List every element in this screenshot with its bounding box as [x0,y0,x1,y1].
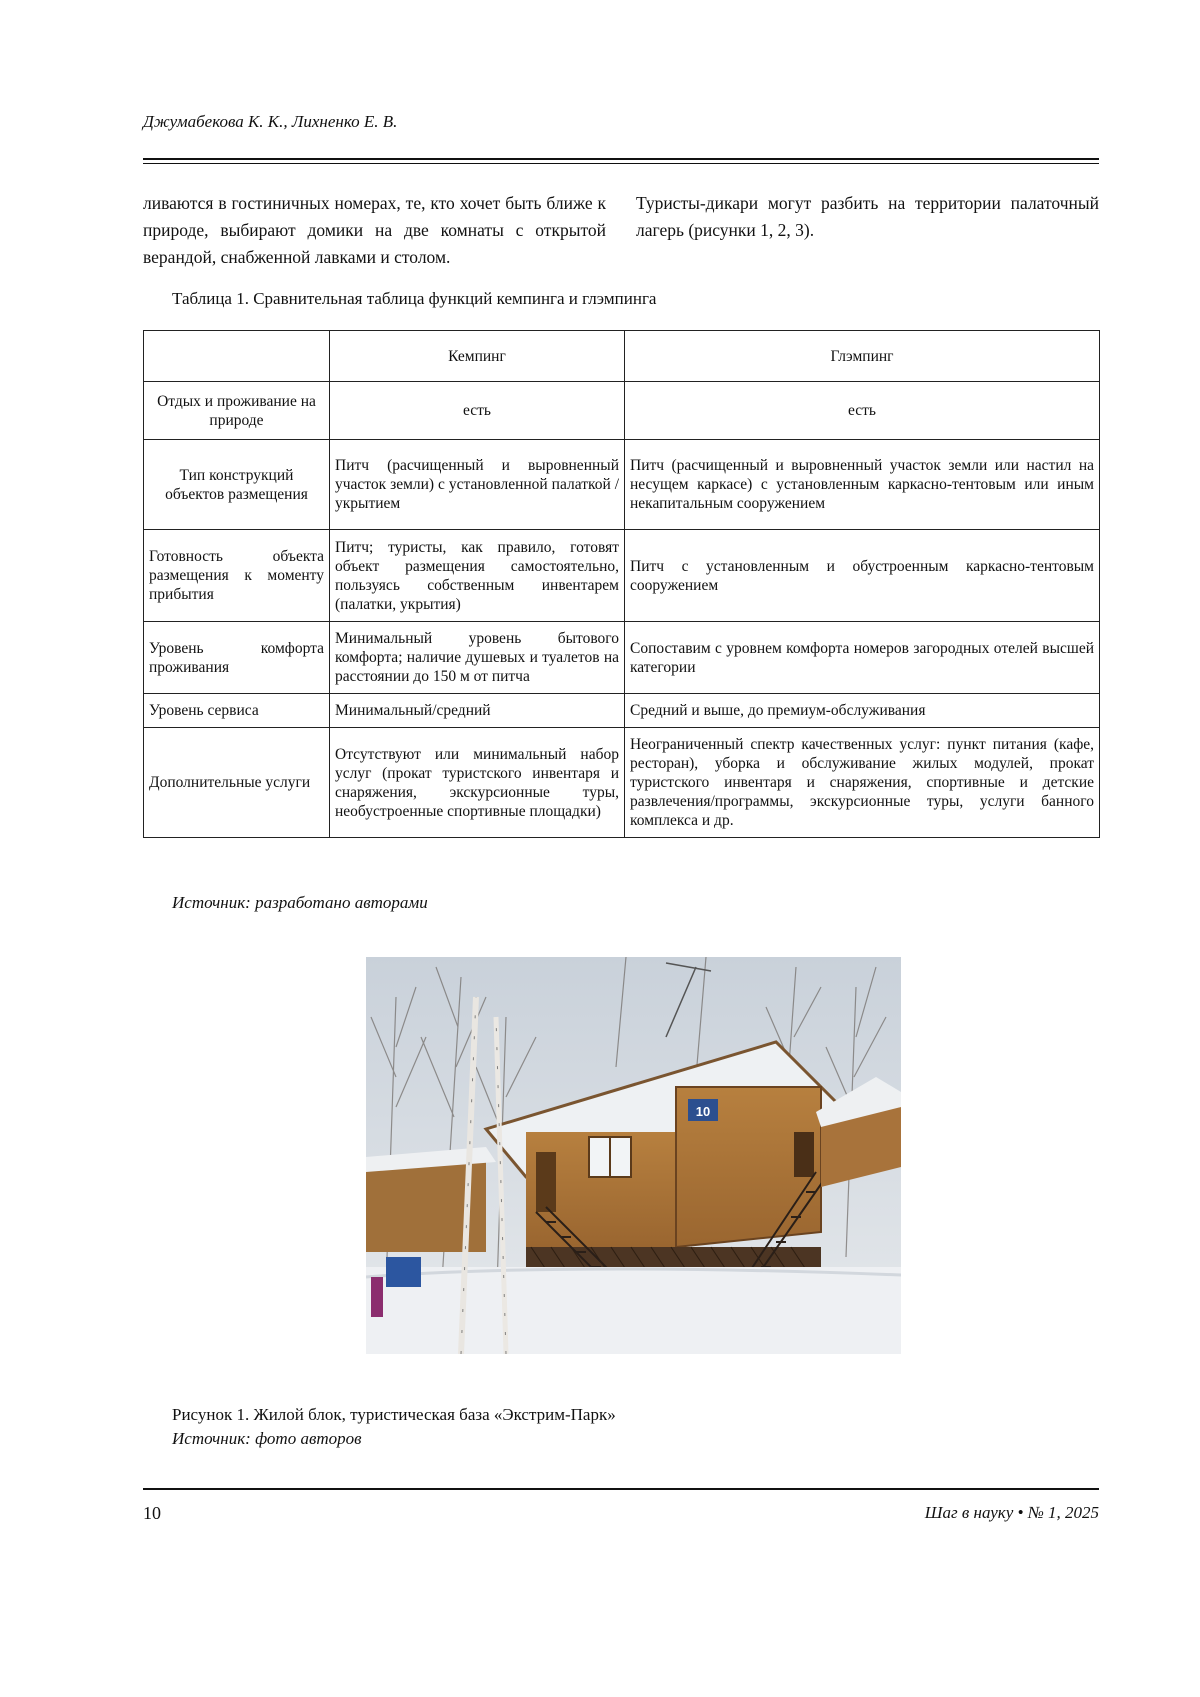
table-row [144,530,1100,622]
figure-photo [366,957,901,1354]
table-header-camping: Кемпинг [330,331,625,382]
figure-source: Источник: фото авторов [172,1427,616,1451]
row-camping: Отсутствуют или минимальный набор услуг (прокат туристского инвентаря и снаряжения, экскурсионные туры, необустроенные спортивные площадки) [330,728,625,838]
row-camping: Минимальный уровень бытового комфорта; наличие душевых и туалетов на расстоянии до 150 м от питча [330,622,625,694]
row-glamping: Питч с установленным и обустроенным каркасно-тентовым сооружением [625,530,1100,622]
row-camping: Минимальный/средний [330,694,625,728]
header-rule [143,158,1099,164]
row-camping: Питч; туристы, как правило, готовят объект размещения самостоятельно, пользуясь собственным инвентарем (палатки, укрытия) [330,530,625,622]
body-text [143,190,1099,271]
front-door [794,1132,814,1177]
row-camping: Питч (расчищенный и выровненный участок земли) с установленной палаткой / укрытием [330,440,625,530]
row-glamping: Средний и выше, до премиум-обслуживания [625,694,1100,728]
table-row [144,440,1100,530]
row-feature: Уровень комфорта проживания [144,622,330,694]
footer-rule [143,1488,1099,1490]
playground [386,1257,421,1287]
page-number: 10 [143,1503,161,1524]
comparison-table [143,330,1100,838]
table-row [144,382,1100,440]
table-header-empty [144,331,330,382]
table-row [144,728,1100,838]
table-row [144,694,1100,728]
journal-name: Шаг в науку • № 1, 2025 [925,1503,1099,1523]
running-head-authors: Джумабекова К. К., Лихненко Е. В. [143,112,397,132]
side-door [536,1152,556,1212]
row-feature: Дополнительные услуги [144,728,330,838]
table-header-row [144,331,1100,382]
figure-caption-block [172,1403,616,1451]
row-glamping: есть [625,382,1100,440]
table-caption: Таблица 1. Сравнительная таблица функций кемпинга и глэмпинга [172,289,656,309]
row-glamping: Неограниченный спектр качественных услуг: пункт питания (кафе, ресторан), уборка и обслуживание жилых модулей, прокат туристского инвентаря и снаряжения, спортивные и детские развлечения/программы, экскурсионные туры, услуги банного комплекса и др. [625,728,1100,838]
house-photo-illustration [366,957,901,1354]
table-row [144,622,1100,694]
row-camping: есть [330,382,625,440]
left-column-text: ливаются в гостиничных номерах, те, кто хочет быть ближе к природе, выбирают домики на две комнаты с открытой верандой, снабженной лавками и столом. [143,190,606,271]
table-header-glamping: Глэмпинг [625,331,1100,382]
row-feature: Отдых и проживание на природе [144,382,330,440]
row-glamping: Сопоставим с уровнем комфорта номеров загородных отелей высшей категории [625,622,1100,694]
figure-caption: Рисунок 1. Жилой блок, туристическая база «Экстрим-Парк» [172,1403,616,1427]
row-feature: Уровень сервиса [144,694,330,728]
row-feature: Тип конструкций объектов размещения [144,440,330,530]
table-source: Источник: разработано авторами [172,893,428,913]
row-feature: Готовность объекта размещения к моменту прибытия [144,530,330,622]
right-column-text: Туристы-дикари могут разбить на территории палаточный лагерь (рисунки 1, 2, 3). [636,190,1099,271]
row-glamping: Питч (расчищенный и выровненный участок земли или настил на несущем каркасе) с установленным каркасно-тентовым или иным некапитальным сооружением [625,440,1100,530]
page [0,0,1200,1697]
house-number: 10 [696,1104,710,1119]
snow-ground [366,1267,901,1354]
